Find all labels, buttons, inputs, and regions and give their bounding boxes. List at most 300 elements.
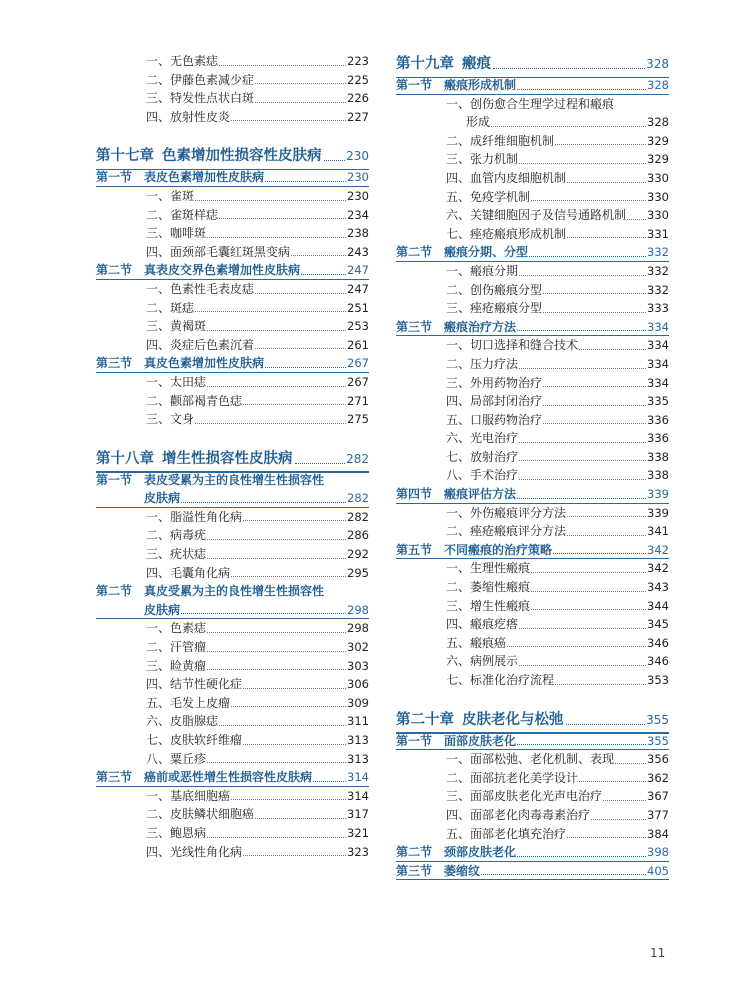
dot-leader	[207, 539, 346, 540]
dot-leader	[517, 744, 646, 745]
toc-item-entry[interactable]	[96, 224, 369, 243]
page-ref: 314	[347, 770, 369, 785]
toc-item-entry[interactable]	[396, 769, 669, 788]
section-label	[396, 862, 480, 881]
toc-item-entry[interactable]	[396, 750, 669, 769]
section-number: 第三节	[396, 863, 433, 878]
section-title: 真表皮交界色素增加性皮肤病	[144, 263, 301, 278]
item-title: 一、色素痣	[146, 621, 207, 636]
dot-leader	[591, 819, 646, 820]
chapter-label	[396, 708, 564, 732]
page-ref: 377	[647, 807, 669, 822]
page-ref: 355	[646, 712, 669, 727]
toc-item-entry[interactable]	[396, 225, 669, 244]
dot-leader	[603, 800, 646, 801]
dot-leader	[243, 520, 346, 521]
toc-item-entry[interactable]	[96, 187, 369, 206]
page-ref: 227	[347, 109, 369, 124]
toc-item-entry[interactable]	[96, 108, 369, 127]
dot-leader	[481, 874, 646, 875]
dot-leader	[219, 218, 346, 219]
toc-item-entry[interactable]	[396, 615, 669, 634]
toc-item-entry[interactable]	[396, 671, 669, 690]
item-title: 三、痤疮瘢痕分型	[446, 301, 543, 316]
section-label	[96, 261, 300, 280]
item-title: 二、颧部褐青色痣	[146, 393, 243, 408]
toc-item-entry[interactable]	[396, 281, 669, 300]
toc-item-entry[interactable]	[396, 578, 669, 597]
item-title: 六、关键细胞因子及信号通路机制	[446, 208, 627, 223]
toc-item-entry[interactable]	[96, 508, 369, 527]
item-title: 一、太田痣	[146, 374, 207, 389]
page-ref: 362	[647, 770, 669, 785]
section-title: 萎缩纹	[444, 863, 481, 878]
item-title: 七、皮肤软纤维瘤	[146, 733, 243, 747]
item-title: 四、局部封闭治疗	[446, 394, 543, 409]
dot-leader	[181, 502, 346, 503]
section-title: 癌前或恶性增生性损容性皮肤病	[144, 770, 313, 785]
toc-item-entry[interactable]	[96, 206, 369, 225]
dot-leader	[255, 348, 346, 349]
page-ref: 225	[347, 72, 369, 87]
dot-leader	[519, 163, 646, 164]
item-title: 三、咖啡斑	[146, 226, 207, 241]
section-title: 瘢痕评估方法	[444, 487, 517, 502]
item-title: 一、脂溢性角化病	[146, 509, 243, 524]
page-ref: 343	[647, 580, 669, 595]
dot-leader	[519, 368, 646, 369]
page-ref: 356	[647, 752, 669, 767]
item-title: 四、面部老化肉毒毒素治疗	[446, 807, 591, 822]
page-ref: 230	[346, 149, 369, 164]
item-title: 二、病毒疣	[146, 528, 207, 543]
toc-item-entry[interactable]	[396, 634, 669, 653]
item-title: 四、血管内皮细胞机制	[446, 170, 567, 185]
item-title: 二、斑痣	[146, 300, 195, 315]
toc-section-entry[interactable]	[396, 843, 669, 862]
item-title: 四、光线性角化病	[146, 844, 243, 859]
page-ref: 313	[347, 751, 369, 766]
toc-item-entry[interactable]	[96, 317, 369, 336]
page-ref: 330	[647, 208, 669, 223]
item-title: 一、外伤瘢痕评分方法	[446, 505, 567, 520]
toc-item-entry[interactable]	[96, 805, 369, 824]
toc-item-entry[interactable]	[96, 71, 369, 90]
dot-leader	[207, 330, 346, 331]
section-title: 颈部皮肤老化	[444, 845, 517, 860]
dot-leader	[543, 312, 646, 313]
toc-item-entry[interactable]	[96, 843, 369, 862]
section-number: 第三节	[96, 356, 133, 371]
toc-section-entry[interactable]	[96, 582, 369, 601]
toc-section-entry-continued[interactable]	[96, 601, 369, 620]
toc-item-entry[interactable]	[96, 787, 369, 806]
section-title: 皮肤病	[144, 602, 181, 617]
item-title: 四、放射性皮炎	[146, 109, 231, 124]
toc-item-entry[interactable]	[96, 564, 369, 583]
item-title: 二、汗管瘤	[146, 640, 207, 655]
page-ref: 238	[347, 226, 369, 241]
dot-leader	[567, 535, 646, 536]
toc-item-entry[interactable]	[396, 299, 669, 318]
toc-section-entry[interactable]	[96, 768, 369, 787]
page-ref: 282	[347, 491, 369, 506]
dot-leader	[517, 330, 646, 331]
page-ref: 334	[647, 338, 669, 353]
dot-leader	[255, 293, 346, 294]
page-ref: 298	[347, 621, 369, 636]
dot-leader	[207, 669, 346, 670]
chapter-title: 皮肤老化与松弛	[462, 711, 564, 728]
page-ref: 332	[647, 245, 669, 260]
section-number: 第二节	[396, 845, 433, 860]
item-title: 四、面颈部毛囊红斑黑变病	[146, 244, 291, 259]
toc-item-entry[interactable]	[96, 694, 369, 713]
page-ref: 331	[647, 226, 669, 241]
toc-item-entry[interactable]	[96, 619, 369, 638]
chapter-label	[96, 447, 293, 471]
toc-item-entry[interactable]	[396, 262, 669, 281]
dot-leader	[207, 558, 346, 559]
dot-leader	[207, 386, 346, 387]
toc-item-entry[interactable]	[96, 373, 369, 392]
toc-item-entry[interactable]	[396, 150, 669, 169]
toc-item-entry[interactable]	[396, 132, 669, 151]
page-ref: 282	[347, 509, 369, 524]
toc-right-column	[396, 52, 669, 880]
dot-leader	[265, 367, 346, 368]
page-ref: 346	[647, 654, 669, 669]
toc-section-entry[interactable]	[96, 354, 369, 373]
section-number: 第一节	[396, 733, 433, 748]
page-ref: 247	[347, 263, 369, 278]
toc-item-entry[interactable]	[396, 559, 669, 578]
toc-item-entry[interactable]	[96, 392, 369, 411]
dot-leader	[255, 83, 346, 84]
section-title: 表皮色素增加性皮肤病	[144, 170, 265, 185]
dot-leader	[255, 818, 346, 819]
page-ref: 330	[647, 189, 669, 204]
item-title: 三、文身	[146, 412, 195, 427]
toc-section-entry[interactable]	[396, 862, 669, 881]
toc-section-entry[interactable]	[396, 318, 669, 337]
page-ref: 344	[647, 598, 669, 613]
section-title: 真皮色素增加性皮肤病	[144, 356, 265, 371]
toc-item-entry[interactable]	[396, 787, 669, 806]
item-title: 三、外用药物治疗	[446, 375, 543, 390]
dot-leader	[543, 293, 646, 294]
item-title: 三、鲍恩病	[146, 825, 207, 840]
toc-left-column	[96, 52, 369, 861]
section-number: 第三节	[396, 319, 433, 334]
toc-chapter-entry[interactable]	[396, 708, 669, 732]
page-ref: 321	[347, 825, 369, 840]
toc-item-entry[interactable]	[96, 280, 369, 299]
dot-leader	[291, 255, 346, 256]
dot-leader	[517, 89, 646, 90]
item-title: 一、切口选择和缝合技术	[446, 338, 579, 353]
dot-leader	[243, 855, 346, 856]
page-ref: 345	[647, 617, 669, 632]
section-number: 第二节	[96, 584, 133, 599]
page-ref: 353	[647, 673, 669, 687]
page-ref: 226	[347, 91, 369, 106]
item-title: 四、结节性硬化症	[146, 677, 243, 692]
toc-item-entry[interactable]	[396, 374, 669, 393]
page-ref: 253	[347, 319, 369, 334]
dot-leader	[529, 256, 646, 257]
toc-item-entry[interactable]	[96, 299, 369, 318]
item-title: 二、雀斑样痣	[146, 207, 219, 222]
spacer	[96, 429, 369, 447]
dot-leader	[195, 311, 346, 312]
toc-chapter-entry[interactable]	[96, 447, 369, 471]
toc-item-entry[interactable]	[396, 188, 669, 207]
section-label	[96, 768, 312, 787]
item-title: 六、光电治疗	[446, 431, 519, 446]
toc-item-entry[interactable]	[96, 750, 369, 769]
toc-item-entry[interactable]	[96, 657, 369, 676]
dot-leader	[231, 576, 346, 577]
toc-item-entry[interactable]	[396, 806, 669, 825]
item-title: 五、瘢痕癌	[446, 635, 507, 650]
item-title: 二、面部抗老化美学设计	[446, 770, 579, 785]
dot-leader	[195, 200, 346, 201]
page-ref: 334	[647, 356, 669, 371]
dot-leader	[301, 274, 346, 275]
page-ref: 334	[647, 319, 669, 334]
chapter-number: 第十八章	[96, 450, 154, 467]
toc-item-entry[interactable]	[396, 522, 669, 541]
item-title: 四、瘢痕疙瘩	[446, 617, 519, 632]
dot-leader	[531, 591, 646, 592]
section-label	[396, 732, 516, 751]
item-title: 一、面部松弛、老化机制、表现	[446, 752, 615, 767]
dot-leader	[579, 349, 646, 350]
dot-leader	[519, 479, 646, 480]
section-number: 第一节	[396, 78, 433, 92]
page-ref: 341	[647, 524, 669, 539]
item-title: 三、面部皮肤老化光声电治疗	[446, 789, 603, 804]
chapter-number: 第十七章	[96, 148, 154, 165]
section-label	[396, 485, 516, 504]
chapter-title: 色素增加性损容性皮肤病	[162, 148, 322, 165]
item-title: 六、皮脂腺痣	[146, 714, 219, 729]
page-ref: 346	[647, 635, 669, 650]
page-ref: 267	[347, 374, 369, 389]
page-ref: 384	[647, 826, 669, 841]
section-number: 第二节	[96, 263, 133, 278]
page-ref: 336	[647, 431, 669, 446]
toc-chapter-entry[interactable]	[396, 52, 669, 76]
section-number: 第一节	[96, 472, 133, 487]
page-ref: 328	[647, 78, 669, 92]
dot-leader	[555, 144, 646, 145]
dot-leader	[243, 688, 346, 689]
section-number: 第一节	[96, 170, 133, 185]
section-label	[96, 471, 324, 490]
section-title: 不同瘢痕的治疗策略	[444, 542, 553, 557]
toc-item-entry[interactable]	[396, 448, 669, 467]
chapter-title: 瘢痕	[462, 56, 491, 72]
item-title: 三、睑黄瘤	[146, 658, 207, 673]
page-ref: 405	[647, 863, 669, 878]
toc-item-entry[interactable]	[396, 825, 669, 844]
toc-item-entry[interactable]	[96, 52, 369, 71]
dot-leader	[517, 498, 646, 499]
item-title: 五、毛发上皮瘤	[146, 695, 231, 710]
page-ref: 339	[647, 505, 669, 520]
toc-item-entry-continued[interactable]	[396, 113, 669, 132]
page-ref: 275	[347, 412, 369, 427]
page-ref: 251	[347, 300, 369, 315]
toc-section-entry[interactable]	[396, 541, 669, 560]
item-title: 一、瘢痕分期	[446, 263, 519, 278]
dot-leader	[207, 632, 346, 633]
item-title: 二、萎缩性瘢痕	[446, 580, 531, 595]
toc-item-entry[interactable]	[96, 675, 369, 694]
item-title: 七、标准化治疗流程	[446, 673, 555, 687]
dot-leader	[567, 837, 646, 838]
page-ref: 355	[647, 733, 669, 748]
toc-item-entry[interactable]	[396, 466, 669, 485]
item-title: 六、病例展示	[446, 654, 519, 669]
toc-section-entry[interactable]	[396, 485, 669, 504]
page-ref: 271	[347, 393, 369, 408]
page-ref: 323	[347, 844, 369, 859]
toc-item-entry[interactable]	[96, 545, 369, 564]
chapter-number: 第二十章	[396, 711, 454, 728]
toc-item-entry[interactable]	[396, 169, 669, 188]
page-ref: 330	[647, 170, 669, 185]
dot-leader	[543, 405, 646, 406]
toc-item-entry[interactable]	[96, 712, 369, 731]
page-ref: 329	[647, 133, 669, 148]
page-ref: 314	[347, 788, 369, 803]
item-title: 一、生理性瘢痕	[446, 561, 531, 576]
toc-item-entry[interactable]	[96, 526, 369, 545]
page-ref: 223	[347, 54, 369, 68]
dot-leader	[531, 572, 646, 573]
dot-leader	[519, 665, 646, 666]
toc-item-entry[interactable]	[396, 392, 669, 411]
toc-item-entry[interactable]	[96, 731, 369, 750]
toc-item-entry[interactable]	[396, 95, 669, 114]
dot-leader	[491, 126, 646, 127]
dot-leader	[615, 763, 646, 764]
section-number: 第二节	[396, 245, 433, 260]
toc-item-entry[interactable]	[396, 206, 669, 225]
item-title: 二、皮肤鳞状细胞癌	[146, 807, 255, 822]
toc-item-entry[interactable]	[396, 597, 669, 616]
page-ref: 335	[647, 394, 669, 409]
section-title: 瘢痕治疗方法	[444, 319, 517, 334]
section-title: 表皮受累为主的良性增生性损容性	[144, 472, 325, 487]
toc-item-entry[interactable]	[396, 429, 669, 448]
dot-leader	[567, 237, 646, 238]
dot-leader	[219, 725, 346, 726]
dot-leader	[567, 516, 646, 517]
dot-leader	[255, 102, 346, 103]
toc-section-entry[interactable]	[96, 261, 369, 280]
chapter-number: 第十九章	[396, 56, 454, 72]
toc-item-entry[interactable]	[96, 638, 369, 657]
dot-leader	[313, 781, 346, 782]
section-label	[396, 243, 528, 262]
item-title: 二、伊藤色素减少症	[146, 72, 255, 87]
section-label	[96, 168, 264, 187]
page-ref: 398	[647, 845, 669, 860]
page-ref: 311	[347, 714, 369, 729]
toc-item-entry[interactable]	[96, 89, 369, 108]
dot-leader	[324, 160, 346, 161]
dot-leader	[181, 613, 346, 614]
toc-section-entry[interactable]	[396, 732, 669, 751]
toc-item-entry[interactable]	[96, 243, 369, 262]
item-title: 二、创伤瘢痕分型	[446, 282, 543, 297]
toc-section-entry[interactable]	[396, 76, 669, 95]
spacer	[396, 690, 669, 708]
dot-leader	[566, 724, 646, 725]
item-title: 二、痤疮瘢痕评分方法	[446, 524, 567, 539]
toc-item-entry[interactable]	[396, 411, 669, 430]
item-title: 三、增生性瘢痕	[446, 598, 531, 613]
chapter-label	[396, 52, 491, 76]
item-title: 一、雀斑	[146, 188, 195, 203]
toc-section-entry[interactable]	[396, 243, 669, 262]
page-ref: 295	[347, 565, 369, 580]
page-ref: 230	[347, 170, 369, 185]
item-title: 八、粟丘疹	[146, 751, 207, 766]
page-ref: 317	[347, 807, 369, 822]
section-label	[96, 354, 264, 373]
item-title: 一、无色素痣	[146, 54, 219, 68]
toc-section-entry[interactable]	[96, 471, 369, 490]
dot-leader	[555, 684, 646, 685]
toc-item-entry[interactable]	[396, 504, 669, 523]
item-title: 一、色素性毛表皮痣	[146, 281, 255, 296]
page-ref: 338	[647, 449, 669, 464]
section-label	[396, 318, 516, 337]
section-title: 瘢痕分期、分型	[444, 245, 529, 260]
dot-leader	[207, 237, 346, 238]
page-ref: 230	[347, 188, 369, 203]
item-title: 一、创伤愈合生理学过程和瘢痕	[446, 96, 615, 111]
toc-item-entry[interactable]	[396, 652, 669, 671]
dot-leader	[543, 386, 646, 387]
section-label	[96, 582, 324, 601]
dot-leader	[243, 744, 346, 745]
toc-chapter-entry[interactable]	[96, 144, 369, 168]
item-title: 七、痤疮瘢痕形成机制	[446, 226, 567, 241]
dot-leader	[219, 65, 346, 66]
item-title: 七、放射治疗	[446, 449, 519, 464]
toc-item-entry[interactable]	[96, 336, 369, 355]
page-ref: 332	[647, 282, 669, 297]
toc-item-entry[interactable]	[96, 410, 369, 429]
toc-item-entry[interactable]	[396, 355, 669, 374]
toc-item-entry[interactable]	[396, 336, 669, 355]
page-ref: 342	[647, 561, 669, 576]
dot-leader	[231, 706, 346, 707]
item-title: 三、疣状痣	[146, 547, 207, 562]
item-title: 一、基底细胞癌	[146, 788, 231, 803]
dot-leader	[195, 423, 346, 424]
toc-section-entry[interactable]	[96, 168, 369, 187]
toc-section-entry-continued[interactable]	[96, 489, 369, 508]
toc-item-entry[interactable]	[96, 824, 369, 843]
page-ref: 303	[347, 658, 369, 673]
